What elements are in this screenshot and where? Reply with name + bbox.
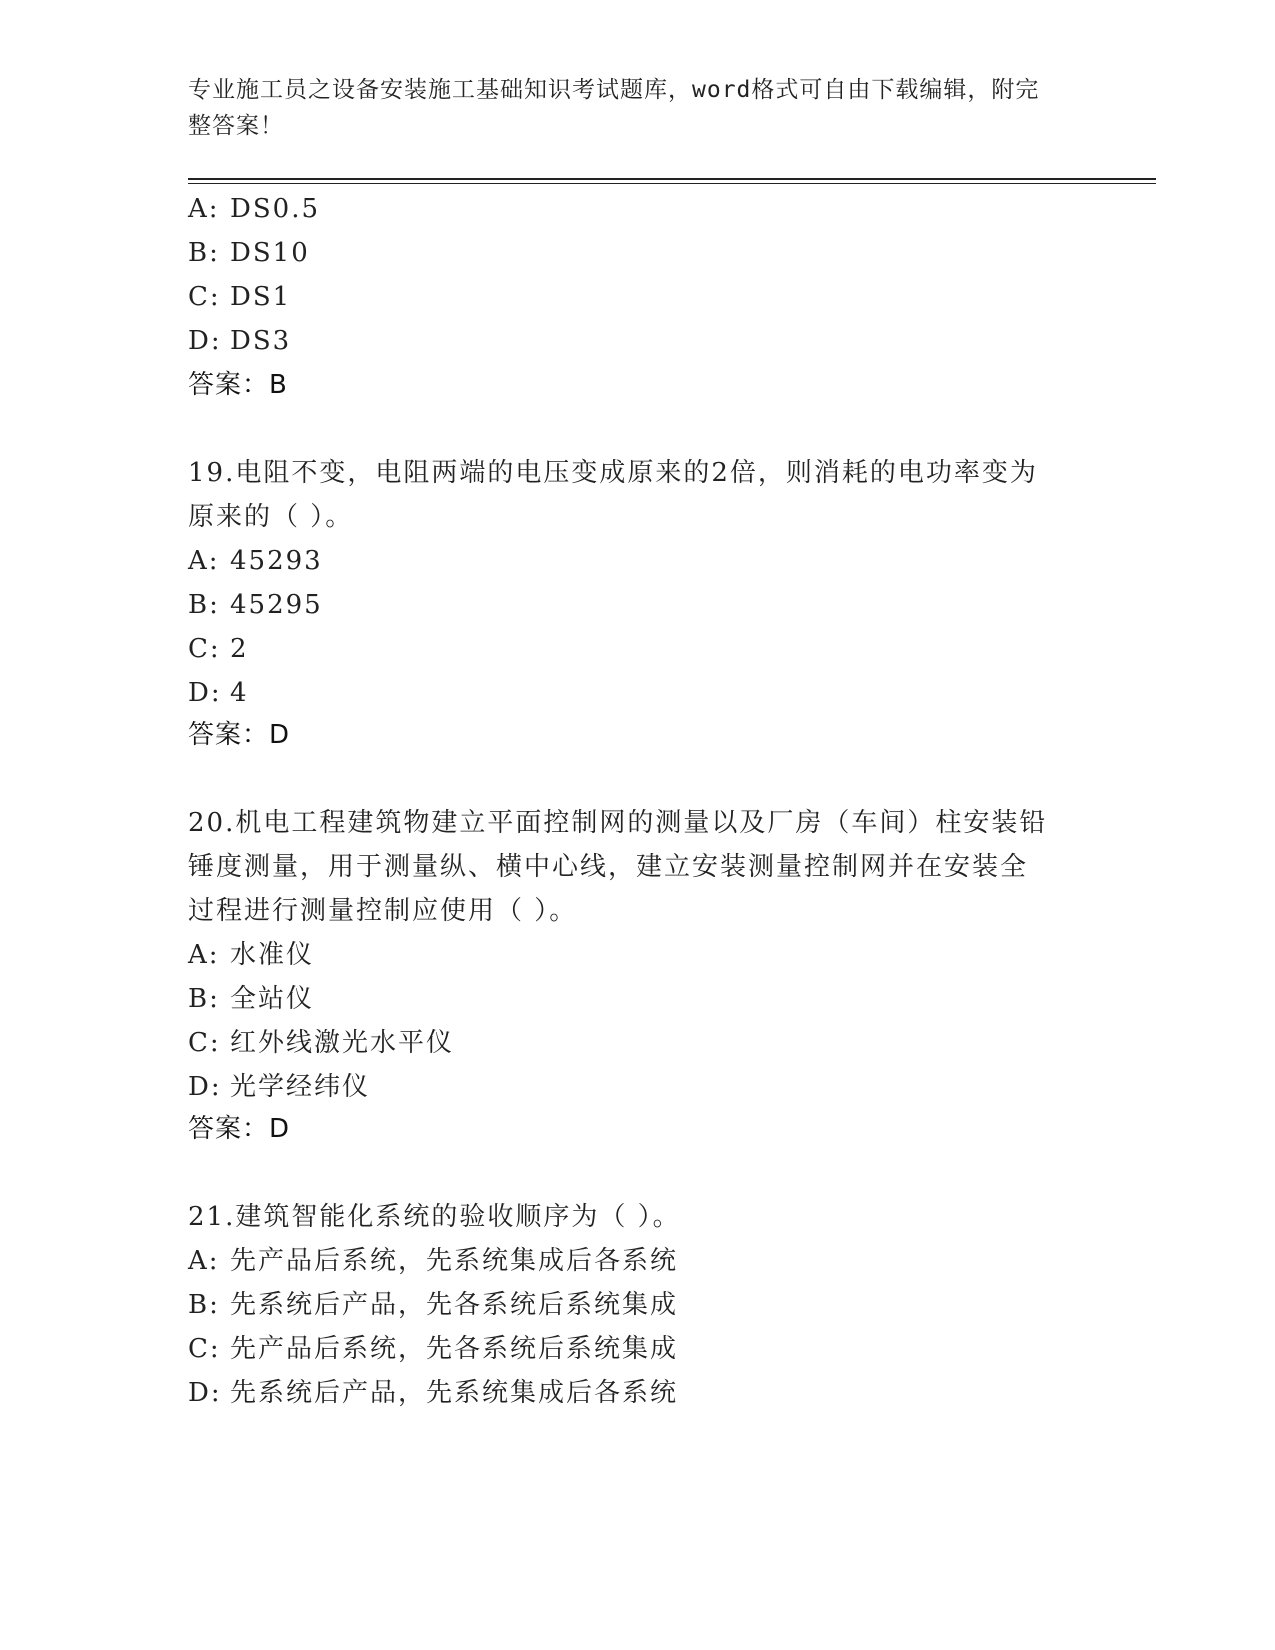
q20-stem-line-3: 过程进行测量控制应使用（ ）。: [188, 896, 578, 926]
q18-option-a: [188, 192, 320, 226]
option-label: D:: [188, 1378, 222, 1408]
option-text: 先系统后产品，先各系统后系统集成: [230, 1290, 679, 1320]
option-text: 45295: [230, 590, 323, 620]
q20-stem-line-1: 20.机电工程建筑物建立平面控制网的测量以及厂房（车间）柱安装铅: [188, 808, 1048, 838]
q19-stem-line-2: 原来的（ ）。: [188, 502, 354, 532]
q18-option-b: [188, 236, 310, 270]
option-label: D:: [188, 678, 222, 708]
option-text: 红外线激光水平仪: [230, 1028, 455, 1058]
q21-option-b: [188, 1288, 678, 1322]
option-label: B:: [188, 590, 220, 620]
q20-option-a: [188, 938, 314, 972]
option-label: A:: [188, 194, 220, 224]
q20-stem-line-2: 锤度测量，用于测量纵、横中心线，建立安装测量控制网并在安装全: [188, 852, 1029, 882]
option-text: 4: [230, 678, 249, 708]
q20-answer: 答案：D: [188, 1114, 291, 1144]
q20-option-c: [188, 1026, 454, 1060]
option-text: DS10: [230, 238, 310, 268]
header-divider-thin: [188, 183, 1156, 184]
option-label: A:: [188, 1246, 220, 1276]
q21-option-a: [188, 1244, 678, 1278]
option-text: 先产品后系统，先各系统后系统集成: [230, 1334, 679, 1364]
option-text: DS1: [230, 282, 292, 312]
q19-option-b: [188, 588, 323, 622]
q18-option-d: [188, 324, 291, 358]
option-label: B:: [188, 984, 220, 1014]
option-label: C:: [188, 282, 221, 312]
option-text: 先产品后系统，先系统集成后各系统: [230, 1246, 679, 1276]
header-line-2: 整答案！: [188, 113, 284, 139]
option-text: 45293: [230, 546, 323, 576]
option-label: C:: [188, 1028, 221, 1058]
option-label: B:: [188, 1290, 220, 1320]
option-text: DS0.5: [230, 194, 321, 224]
q19-answer: 答案：D: [188, 720, 291, 750]
header-divider-thick: [188, 178, 1156, 180]
q18-option-c: [188, 280, 291, 314]
option-label: A:: [188, 546, 220, 576]
option-label: D:: [188, 1072, 222, 1102]
option-text: 光学经纬仪: [230, 1072, 371, 1102]
option-label: D:: [188, 326, 222, 356]
option-text: 全站仪: [230, 984, 315, 1014]
q20-option-b: [188, 982, 314, 1016]
q21-stem-line-1: 21.建筑智能化系统的验收顺序为（ ）。: [188, 1202, 681, 1232]
option-label: B:: [188, 238, 220, 268]
q19-option-c: [188, 632, 249, 666]
q19-option-d: [188, 676, 249, 710]
document-header: [188, 72, 1068, 144]
q19-stem-line-1: 19.电阻不变，电阻两端的电压变成原来的2倍，则消耗的电功率变为: [188, 458, 1038, 488]
q20-option-d: [188, 1070, 370, 1104]
option-text: DS3: [230, 326, 292, 356]
option-label: C:: [188, 634, 221, 664]
q19-option-a: [188, 544, 323, 578]
option-label: C:: [188, 1334, 221, 1364]
option-label: A:: [188, 940, 220, 970]
q21-option-c: [188, 1332, 678, 1366]
option-text: 2: [230, 634, 249, 664]
header-line-1: 专业施工员之设备安装施工基础知识考试题库，word格式可自由下载编辑，附完: [188, 77, 1040, 103]
q21-option-d: [188, 1376, 678, 1410]
q18-answer: 答案：B: [188, 370, 288, 400]
option-text: 先系统后产品，先系统集成后各系统: [230, 1378, 679, 1408]
option-text: 水准仪: [230, 940, 315, 970]
